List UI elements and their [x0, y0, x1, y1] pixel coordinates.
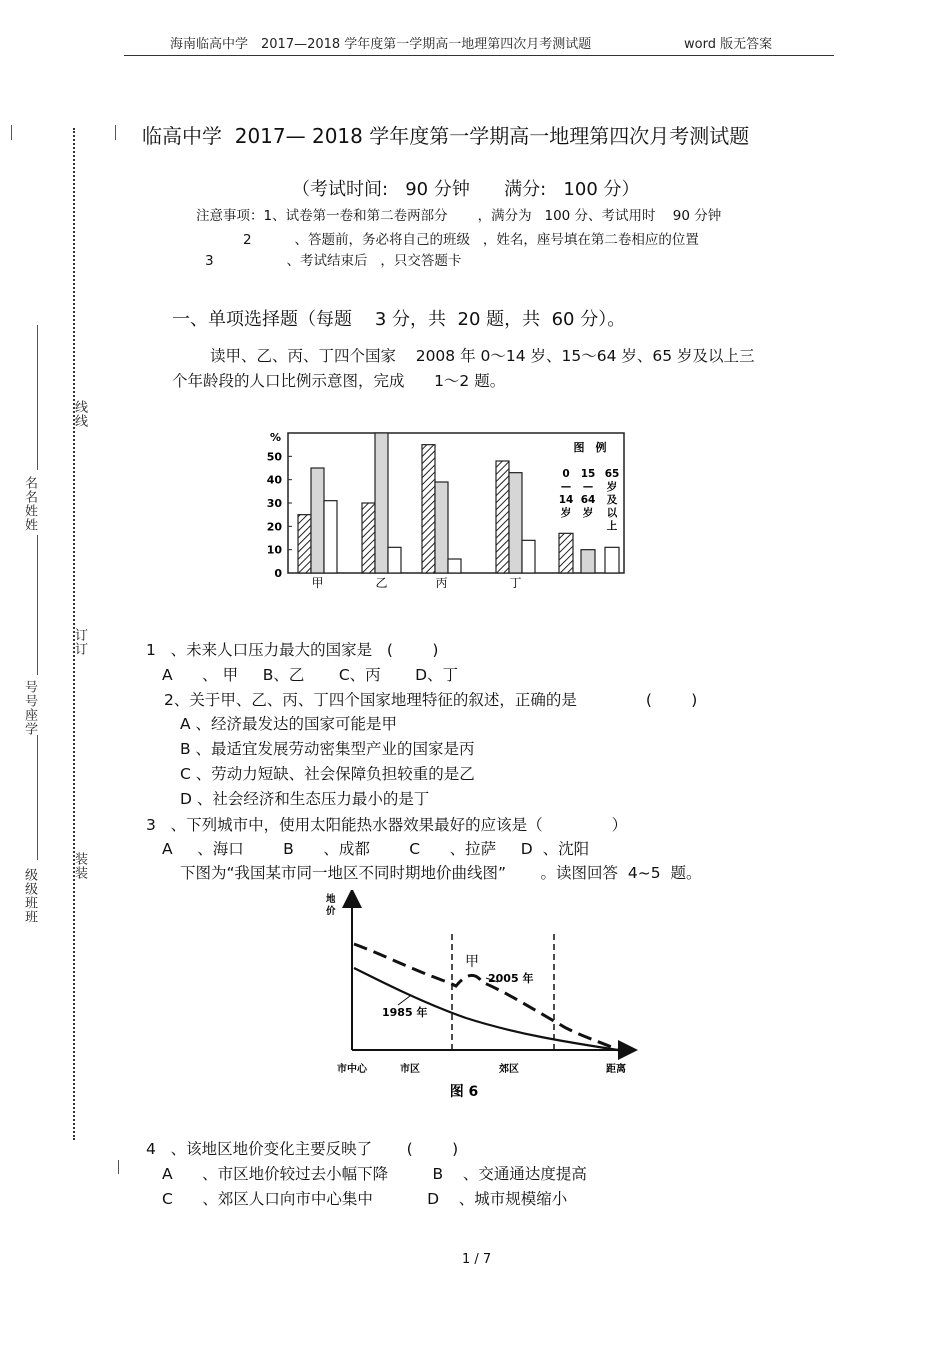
- header-tag: word 版无答案: [684, 37, 773, 52]
- margin-label-ding: 订订: [72, 628, 87, 656]
- question-2-option-a: A 、经济最发达的国家可能是甲: [180, 715, 398, 733]
- bar-乙-1: [375, 433, 388, 573]
- seat-field-label: 号号座学: [22, 680, 37, 736]
- curve-2005: [354, 944, 618, 1050]
- figure-caption: 图 6: [449, 1084, 479, 1100]
- legend-entry-0: 0: [562, 468, 570, 480]
- figure-6-intro: 下图为“我国某市同一地区不同时期地价曲线图” 。读图回答 4~5 题。: [180, 864, 702, 882]
- legend-entry-2: 岁: [606, 481, 618, 493]
- category-label: 丁: [509, 576, 522, 590]
- question-3: 3 、下列城市中，使用太阳能热水器效果最好的应该是（ ）: [146, 816, 628, 834]
- question-4-options-ab: A 、市区地价较过去小幅下降 B 、交通通达度提高: [162, 1165, 587, 1183]
- section-heading: 一、单项选择题（每题 3 分，共 20 题，共 60 分）。: [172, 309, 626, 330]
- y-tick-label: 30: [266, 497, 282, 510]
- y-tick-label: 40: [266, 473, 282, 487]
- bar-甲-1: [311, 468, 324, 573]
- question-2-option-b: B 、最适宜发展劳动密集型产业的国家是丙: [180, 740, 475, 758]
- note-line-2: 2 、答题前，务必将自己的班级 ，姓名，座号填在第二卷相应的位置: [243, 232, 699, 248]
- bar-丙-2: [448, 559, 461, 573]
- question-2: 2、关于甲、乙、丙、丁四个国家地理特征的叙述，正确的是 ( ): [164, 691, 698, 709]
- legend-entry-2: 以: [606, 507, 618, 519]
- header-title: 海南临高中学 2017—2018 学年度第一学期高一地理第四次月考测试题: [170, 37, 592, 52]
- note-line-3: 3 、考试结束后 ，只交答题卡: [205, 253, 462, 269]
- legend-entry-2: 65: [604, 468, 620, 480]
- page-number: 1 / 7: [462, 1252, 492, 1267]
- series-label-1985: 1985 年: [382, 1006, 428, 1019]
- margin-label-zhuang: 装装: [72, 852, 87, 880]
- legend-swatch-2: [605, 547, 619, 573]
- y-axis-unit: %: [270, 431, 282, 444]
- y-tick-label: 10: [266, 543, 282, 557]
- bar-乙-0: [362, 503, 375, 573]
- y-tick-label: 0: [274, 567, 282, 580]
- x-axis-label: 距离: [606, 1064, 626, 1075]
- legend-entry-0: 岁: [560, 507, 572, 519]
- legend-entry-0: —: [560, 481, 572, 493]
- y-tick-label: 50: [266, 450, 282, 464]
- legend-entry-0: 14: [558, 494, 574, 506]
- margin-label-xian: 线线: [72, 400, 87, 428]
- question-2-option-d: D 、社会经济和生态压力最小的是丁: [180, 790, 430, 808]
- y-axis-label-2: 价: [326, 906, 336, 917]
- label-leader-1985: [398, 996, 410, 1005]
- legend-swatch-0: [559, 533, 573, 573]
- legend-entry-1: 64: [580, 494, 596, 506]
- bar-丁-0: [496, 461, 509, 573]
- class-field-label: 级级班班: [22, 868, 37, 924]
- legend-entry-1: 15: [580, 468, 596, 480]
- question-1-options: A 、 甲 B、乙 C、丙 D、丁: [162, 666, 459, 684]
- bar-丙-0: [422, 445, 435, 573]
- y-tick-label: 20: [266, 520, 282, 534]
- question-3-options: A 、海口 B 、成都 C 、拉萨 D 、沈阳: [162, 840, 590, 858]
- legend-swatch-1: [581, 550, 595, 573]
- legend-entry-2: 上: [606, 520, 618, 532]
- question-4: 4 、该地区地价变化主要反映了 ( ): [146, 1140, 459, 1158]
- seat-fill-line: [37, 535, 38, 675]
- margin-mark: [118, 1160, 119, 1174]
- name-fill-line: [37, 325, 38, 470]
- annotation-jia: 甲: [465, 954, 479, 970]
- bar-甲-0: [298, 515, 311, 573]
- bar-丁-1: [509, 473, 522, 573]
- category-label: 乙: [375, 576, 388, 590]
- category-label: 甲: [311, 576, 324, 590]
- header-rule: [124, 55, 834, 56]
- bar-丁-2: [522, 540, 535, 573]
- bar-乙-2: [388, 547, 401, 573]
- legend-entry-1: 岁: [582, 507, 594, 519]
- margin-mark: [115, 125, 116, 140]
- zone-label-center: 市中心: [337, 1064, 367, 1075]
- legend-entry-1: —: [582, 481, 594, 493]
- population-bar-chart: [262, 425, 632, 597]
- intro-line-2: 个年龄段的人口比例示意图，完成 1～2 题。: [172, 372, 506, 390]
- land-price-curve-chart: [316, 890, 640, 1102]
- series-label-2005: 2005 年: [488, 972, 534, 985]
- name-field-label: 名名姓姓: [22, 476, 37, 532]
- class-fill-line: [37, 735, 38, 860]
- zone-label-urban: 市区: [400, 1064, 420, 1075]
- legend-title: 图 例: [573, 441, 607, 454]
- question-1: 1 、未来人口压力最大的国家是 ( ): [146, 641, 439, 659]
- margin-mark: [11, 125, 12, 140]
- bar-丙-1: [435, 482, 448, 573]
- question-4-options-cd: C 、郊区人口向市中心集中 D 、城市规模缩小: [162, 1190, 568, 1208]
- legend-entry-2: 及: [606, 494, 618, 506]
- page-title: 临高中学 2017— 2018 学年度第一学期高一地理第四次月考测试题: [142, 124, 750, 148]
- intro-line-1: 读甲、乙、丙、丁四个国家 2008 年 0～14 岁、15～64 岁、65 岁及以上三: [210, 347, 755, 365]
- exam-info: （考试时间: 90 分钟 满分: 100 分）: [292, 179, 640, 200]
- category-label: 丙: [435, 576, 448, 590]
- question-2-option-c: C 、劳动力短缺、社会保障负担较重的是乙: [180, 765, 475, 783]
- note-line-1: 注意事项：1、试卷第一卷和第二卷两部分 ，满分为 100 分、考试用时 90 分钟: [196, 208, 722, 224]
- zone-label-suburb: 郊区: [499, 1064, 519, 1075]
- bar-甲-2: [324, 501, 337, 573]
- y-axis-label-1: 地: [326, 894, 336, 905]
